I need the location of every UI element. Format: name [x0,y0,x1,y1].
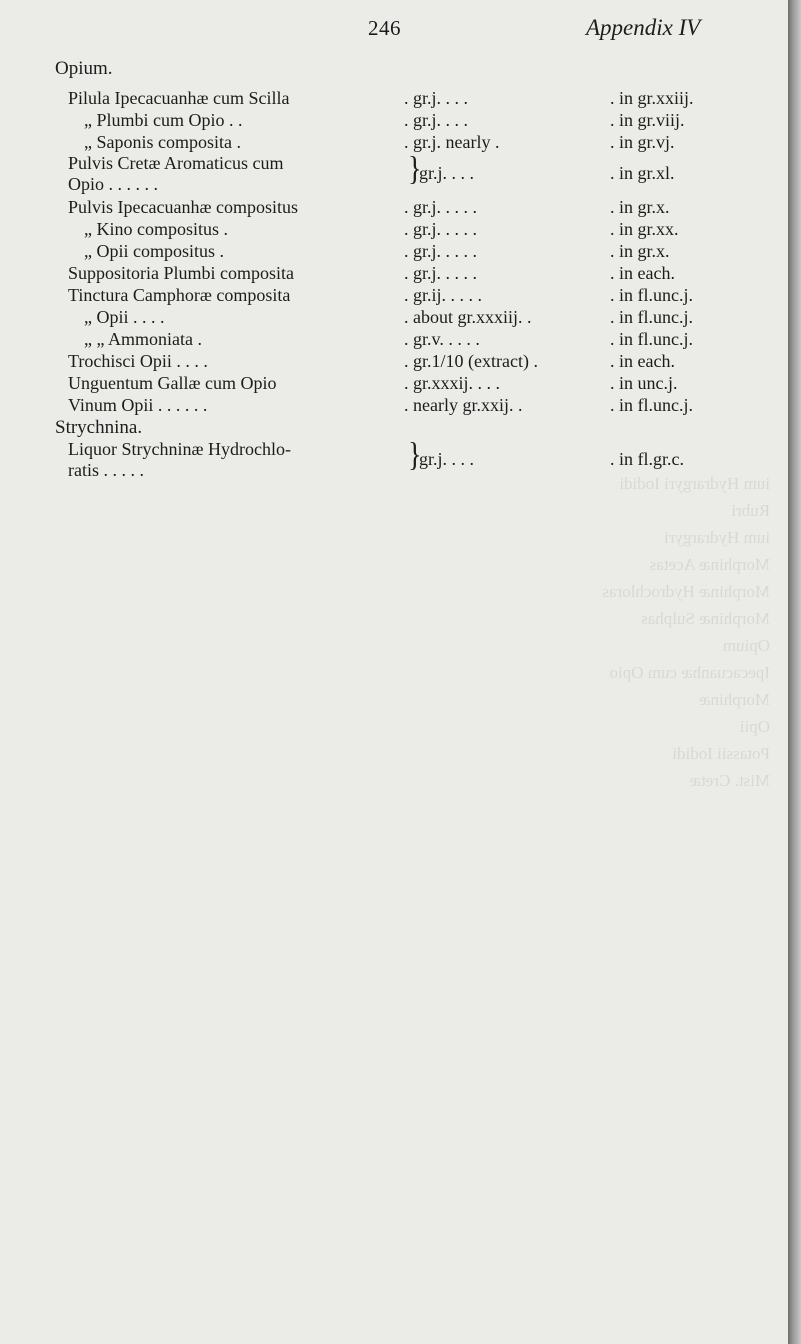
ratio: . in each. [610,263,675,283]
preparation-name: „ Saponis composita . [84,132,241,152]
ratio: . in gr.x. [610,197,670,217]
ratio: . in fl.unc.j. [610,307,693,327]
page-header [0,16,788,46]
ratio: . in gr.xx. [610,219,679,239]
ratio: . in gr.x. [610,241,670,261]
preparation-name [68,439,291,481]
table-row [0,263,788,285]
dose: gr.j. . . . [419,163,475,183]
dose: . gr.j. nearly . [404,132,500,152]
dose: . nearly gr.xxij. . [404,395,523,415]
table-row [0,132,788,154]
preparation-name: „ Kino compositus . [84,219,228,239]
ratio: . in gr.xl. [610,163,675,183]
preparation-name [68,153,284,195]
preparation-name: Vinum Opii . . . . . . [68,395,208,415]
table-row [0,373,788,395]
name-line-2: ratis . . . . . [68,460,144,480]
table-row [0,395,788,417]
section-title-opium: Opium. [55,58,113,79]
dose: . gr.j. . . . . [404,241,478,261]
table-row [0,351,788,373]
preparation-name: Tinctura Camphoræ composita [68,285,291,305]
table-row [0,285,788,307]
table-row [0,150,788,195]
preparation-name: Trochisci Opii . . . . [68,351,208,371]
preparation-name: „ Plumbi cum Opio . . [84,110,243,130]
ratio: . in fl.gr.c. [610,449,684,469]
dose: gr.j. . . . [419,449,475,469]
page-edge [788,0,801,1344]
dose: . gr.xxxij. . . . [404,373,501,393]
page-number: 246 [368,16,401,40]
table-row [0,197,788,219]
preparation-name: Unguentum Gallæ cum Opio [68,373,277,393]
table-row [0,307,788,329]
name-line-1: Pulvis Cretæ Aromaticus cum [68,153,284,173]
table-row [0,219,788,241]
name-line-1: Liquor Strychninæ Hydrochlo- [68,439,291,459]
dose: . gr.j. . . . [404,110,469,130]
table-row [0,329,788,351]
table-row [0,110,788,132]
brace-icon: } [408,436,422,474]
preparation-name: „ „ Ammoniata . [84,329,202,349]
dose: . gr.j. . . . . [404,219,478,239]
ratio: . in each. [610,351,675,371]
dose: . gr.ij. . . . . [404,285,483,305]
ratio: . in gr.viij. [610,110,685,130]
ratio: . in fl.unc.j. [610,329,693,349]
preparation-name: Suppositoria Plumbi composita [68,263,295,283]
ratio: . in gr.vj. [610,132,675,152]
ratio: . in fl.unc.j. [610,395,693,415]
dose: . gr.j. . . . [404,88,469,108]
preparation-name: Pulvis Ipecacuanhæ compositus [68,197,298,217]
dose: . gr.j. . . . . [404,263,478,283]
section-title-strychnina: Strychnina. [55,417,143,438]
bleed-through-text: ium Hydrargyri Iodidi Rubri ium Hydrargyri Morphinæ Acetas Morphinæ Hydrochloras Morphinæ Sulphas Opium Ipecacuanhæ cum Opio Morphinæ Opii Potassii Iodidi Mist. Cretæ [602,474,770,790]
table-row [0,88,788,110]
preparation-name: „ Opii . . . . [84,307,165,327]
dose: . gr.v. . . . . [404,329,480,349]
ratio: . in fl.unc.j. [610,285,693,305]
dose: . gr.j. . . . . [404,197,478,217]
preparation-name: „ Opii compositus . [84,241,224,261]
preparation-name: Pilula Ipecacuanhæ cum Scilla [68,88,290,108]
name-line-2: Opio . . . . . . [68,174,158,194]
appendix-title: Appendix IV [586,15,701,40]
table-row [0,241,788,263]
dose: . gr.1/10 (extract) . [404,351,538,371]
ratio: . in unc.j. [610,373,678,393]
ratio: . in gr.xxiij. [610,88,694,108]
dose: . about gr.xxxiij. . [404,307,532,327]
brace-icon: } [408,150,422,188]
